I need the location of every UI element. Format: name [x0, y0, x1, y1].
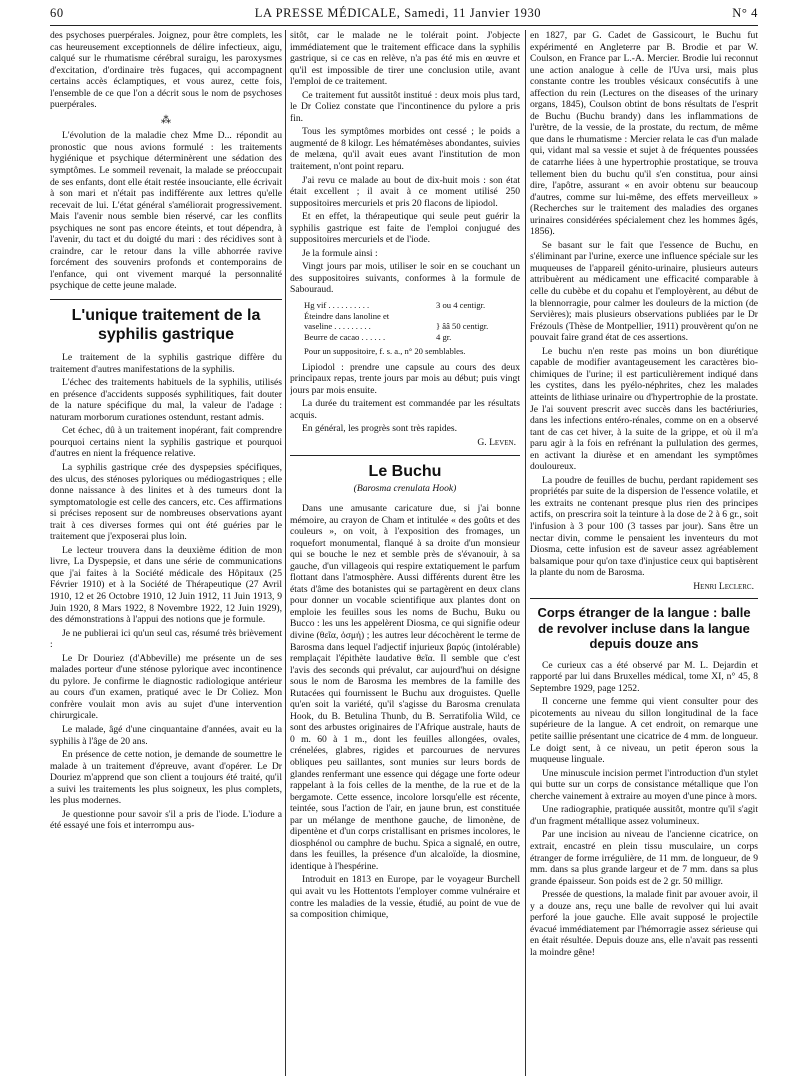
formula-ingredient: Hg vif . . . . . . . . . . [304, 300, 370, 311]
paragraph: Ce traitement fut aussitôt institué : deux mois plus tard, le Dr Coliez constate que l'incontinence du pylore a pris fin. [290, 89, 520, 124]
column-divider [285, 30, 286, 1076]
paragraph: En présence de cette notion, je demande de soumettre le malade à un traitement d'épreuve, avant d'opérer. Le Dr Douriez m'apprend que son client a toujours été traité, qu'il a suivi les traitements les plus soigneux, les plus complets, les plus modernes. [50, 749, 282, 807]
paragraph: L'échec des traitements habituels de la syphilis, utilisés en présence d'accidents supposés syphilitiques, fait douter de la nature spécifique du mal, la valeur de l'adage : naturam morborum curationes ostendunt, restant admis. [50, 377, 282, 423]
paragraph: Ce curieux cas a été observé par M. L. Dejardin et rapporté par lui dans Bruxelles médical, tome XI, n° 45, 8 Septembre 1929, page 1252. [530, 659, 758, 694]
paragraph: Introduit en 1813 en Europe, par le voyageur Burchell qui avait vu les Hottentots l'employer comme vulnéraire et contre les maladies de la vessie, étudié, au point de vue de sa composition chimique, [290, 874, 520, 921]
paragraph: Je questionne pour savoir s'il a pris de l'iode. L'iodure a été essayé une fois et interrompu aus- [50, 808, 282, 832]
formula-quantity: 3 ou 4 centigr. [436, 300, 486, 311]
paragraph: Je la formule ainsi : [302, 247, 378, 259]
formula-row [304, 300, 520, 311]
paragraph: Je ne publierai ici qu'un seul cas, résumé très brièvement : [50, 627, 282, 651]
column-divider [525, 30, 526, 1076]
author-signature: Henri Leclerc. [693, 580, 754, 592]
article-subtitle: (Barosma crenulata Hook) [353, 483, 457, 495]
paragraph: Il concerne une femme qui vient consulter pour des picotements au niveau du sillon longitudinal de la face supérieure de la langue. A cet endroit, on remarque une petite saillie présentant une cicatrice de 4 mm. de longueur. Le doigt sent, à ce niveau, un petit éperon sous la muqueuse linguale. [530, 696, 758, 766]
paragraph: sitôt, car le malade ne le tolérait point. J'objecte immédiatement que le traitement efficace dans la syphilis gastrique, si ce cas en relève, n'a pas été mis en œuvre et qu'il est impossible de tirer une conclusion utile, avant l'emploi de ce traitement. [290, 30, 520, 88]
section-rule [290, 455, 520, 456]
paragraph: Par une incision au niveau de l'ancienne cicatrice, on extrait, encastré en plein tissu musculaire, un corps étranger de forme irrégulière, de 11 mm. de longueur, de 9 mm. dans sa plus grande largeur et de 7 mm. dans sa plus grande épaisseur. Son poids est de 2 gr. 50 milligr. [530, 829, 758, 887]
formula-quantity: } ââ 50 centigr. [436, 321, 489, 332]
header-rule [50, 25, 758, 26]
article-title-syphilis: L'unique traitement de la syphilis gastrique [71, 307, 261, 344]
paragraph: Tous les symptômes morbides ont cessé ; le poids a augmenté de 8 kilogr. Les hématémèses abondantes, suivies de melæna, qu'il avait eues avant l'institution de mon traitement, n'ont point reparu. [290, 126, 520, 173]
paragraph: En général, les progrès sont très rapides. [302, 423, 458, 435]
asterism: ⁂ [161, 114, 171, 126]
paragraph: La durée du traitement est commandée par les résultats acquis. [290, 398, 520, 421]
paragraph: Le Dr Douriez (d'Abbeville) me présente un de ses malades porteur d'une sténose pylorique avec incontinence du pylore. Je confirme le diagnostic radiologique antérieur au cours d'un examen, pratiqué avec le Dr Coliez. Mon confrère voulait mon avis au sujet d'une intervention chirurgicale. [50, 652, 282, 722]
formula-row [304, 311, 520, 322]
formula-row [304, 321, 520, 332]
running-title: LA PRESSE MÉDICALE, Samedi, 11 Janvier 1930 [254, 6, 542, 20]
article-title-corps-etranger: Corps étranger de la langue : balle de revolver incluse dans la langue depuis douze ans [537, 605, 751, 652]
formula-quantity: 4 gr. [436, 331, 452, 342]
paragraph: Vingt jours par mois, utiliser le soir en se couchant un des suppositoires suivants, conformes à la formule de Sabouraud. [290, 261, 520, 296]
paragraph: Et en effet, la thérapeutique qui seule peut guérir la syphilis gastrique est faite de l'emploi conjugué des suppositoires mercuriels et de l'iode. [290, 211, 520, 246]
paragraph: Pressée de questions, la malade finit par avouer avoir, il y a douze ans, reçu une balle de revolver qui lui avait perforé la joue gauche. Elle avait supposé le projectile évacué immédiatement par l'hémorragie assez sérieuse qui en était résultée. Depuis douze ans, elle n'avait pas ressenti la moindre gêne! [530, 889, 758, 958]
paragraph: en 1827, par G. Cadet de Gassicourt, le Buchu fut expérimenté en Angleterre par B. Brodie et par W. Coulson, en France par L.-A. Mercier. Brodie lui reconnut une action analogue à celle de l'Uva ursi, mais plus constante contre les troubles vésicaux consécutifs à une affection du rein (Lectures on the diseases of the urinary organs, 1845), Coulson obtint de bons résultats de l'esprit de Buchu (Buchu brandy) dans les inflammations de l'urètre, de la vessie, de la prostate, du rectum, de même que dans le rhumatisme : Mercier relata le cas d'un malade qui, vidant mal sa vessie et sujet à de fréquentes poussées de catarrhe liées à une hypertrophie prostatique, se trouva tellement bien du buchu qu'il s'en constitua, pour ainsi dire, l'apôtre, assurant « en avoir obtenu sur beaucoup d'autres, comme sur lui-même, des effets merveilleux » (Recherches sur le traitement des maladies des organes urinaires considérées spécialement chez les hommes âgés, 1856). [530, 30, 758, 238]
section-rule [50, 299, 282, 300]
formula-quantity [436, 311, 520, 322]
paragraph: La syphilis gastrique crée des dyspepsies spécifiques, des ulcus, des sténoses pyloriques ou médiogastriques ; elle donne naissance à des linites et à des tumeurs dont la symptomatologie est celle des cancers, etc. Ces affirmations si précises reposent sur de nombreuses observations ayant trait à ces diverses formes qui ont été guéries par le traitement que j'exposerai plus loin. [50, 461, 282, 543]
formula-ingredient: Beurre de cacao . . . . . . [304, 331, 386, 342]
column-2 [290, 30, 520, 1076]
page-number: 60 [50, 6, 64, 20]
paragraph: Le buchu n'en reste pas moins un bon diurétique capable de modifier avantageusement les caractères bio-chimiques de l'urine; il est particulièrement indiqué dans les cystites, dans les pyélo-néphrites, chez les malades atteints de lithiase urinaire ou d'hypertrophie de la prostate. Je l'ai souvent prescrit avec succès dans les bactériuries, dans les infections entéro-rénales, comme on en a observé tant de cas cet hiver, à la suite de la grippe, et où il m'a paru agir à la fois en refrénant la pullulation des germes, en activant la diurèse et en amendant les symptômes douloureux. [530, 345, 758, 473]
formula-ingredient: Éteindre dans lanoline et [304, 310, 390, 321]
running-header [50, 6, 758, 26]
paragraph: des psychoses puerpérales. Joignez, pour être complets, les cas heureusement exceptionnels de délire infectieux, aigu, calqué sur le rhumatisme cérébral suraigu, les paroxysmes d'excitation, d'ordinaire très fugaces, qui accompagnent certains accès éclamptiques, et vous aurez, cette fois, l'ensemble de ce que l'on a décrit sous le nom de psychoses puerpérales. [50, 30, 282, 111]
author-signature: G. Leven. [477, 436, 516, 448]
column-3 [530, 30, 758, 1076]
formula-row [304, 332, 520, 343]
paragraph: Le malade, âgé d'une cinquantaine d'années, avait eu la syphilis à l'âge de 20 ans. [50, 723, 282, 747]
formula-note: Pour un suppositoire, f. s. a., n° 20 semblables. [304, 346, 466, 357]
paragraph: L'évolution de la maladie chez Mme D... répondit au pronostic que nous avions formulé : les traitements hygiénique et psychique déterminèrent une sédation des symptômes. Le sommeil revenait, la malade se préoccupait de ses enfants, dont elle était restée insouciante, elle écrivait à son mari et n'était pas indifférente aux lettres qu'elle recevait de lui. L'état général s'améliorait progressivement. Mais l'avenir nous semble bien réservé, car les conflits psychiques ne sont pas encore éteints, et tout dépendra, à l'avenir, du tact et du doigté du mari : des récidives sont à craindre, car le retour dans la ville abhorrée ravive forcément des souvenirs profonds et contemporains de l'enfance, qui ont vivement marqué la personnalité psychique de cette jeune malade. [50, 130, 282, 292]
article-title-buchu: Le Buchu [368, 463, 442, 481]
paragraph: Une minuscule incision permet l'introduction d'un stylet qui butte sur un corps de consistance métallique que l'on cherche vainement à extraire au moyen d'une pince à mors. [530, 767, 758, 802]
paragraph: Lipiodol : prendre une capsule au cours des deux principaux repas, trente jours par mois au début; puis vingt jours par mois ensuite. [290, 361, 520, 396]
formula-ingredient: vaseline . . . . . . . . . [304, 321, 371, 332]
paragraph: Le traitement de la syphilis gastrique diffère du traitement d'autres manifestations de la syphilis. [50, 352, 282, 375]
column-1 [50, 30, 282, 1076]
paragraph: J'ai revu ce malade au bout de dix-huit mois : son état était excellent ; il avait à ce moment utilisé 250 suppositoires mercuriels et pris 20 flacons de lipiodol. [290, 174, 520, 209]
prescription-formula [304, 300, 520, 342]
paragraph: Le lecteur trouvera dans la deuxième édition de mon livre, La Dyspepsie, et dans une série de communications que j'ai faites à la Société médicale des Hôpitaux (25 Février 1910) et à la Société de Thérapeutique (27 Avril 1910, 12 et 26 Octobre 1910, 12 Juin 1912, 11 Juin 1913, 9 Juin 1920, 8 Mars 1922, 8 Novembre 1922, 12 Juin 1929), des démonstrations à l'appui des notions que je formule. [50, 544, 282, 626]
issue-number: N° 4 [732, 6, 758, 20]
paragraph: Une radiographie, pratiquée aussitôt, montre qu'il s'agit d'un fragment métallique assez volumineux. [530, 804, 758, 827]
paragraph: La poudre de feuilles de buchu, perdant rapidement ses propriétés par suite de la dispersion de l'essence volatile, et les extraits ne contenant presque plus rien des principes actifs, on prescrira soit la teinture à la dose de 2 à 6 gr., soit l'infusion à 3 pour 100 (3 tasses par jour). Sans être un nectar divin, comme le pensaient les inventeurs du mot Diosma, cette infusion est de saveur assez agréablement balsamique pour qu'on taxe d'injustice ceux qui baptisèrent la plante du nom de Barosma. [530, 474, 758, 579]
paragraph: Cet échec, dû à un traitement inopérant, fait comprendre pourquoi certains nient la syphilis gastrique et pourquoi d'autres en nient la fréquence relative. [50, 425, 282, 460]
paragraph: Se basant sur le fait que l'essence de Buchu, en s'éliminant par l'urine, exerce une influence spéciale sur les muqueuses de l'appareil génito-urinaire, plusieurs auteurs attribuèrent au médicament une efficacité comparable à celle du cubèbe et du copahu et l'employèrent, au début de la blennorragie, pour calmer les douleurs de la miction (de Servières); mais plusieurs observations publiées par le Dr Frézouls (Thèse de Montpellier, 1911) prouvèrent qu'on ne pouvait faire grand état de ces assertions. [530, 239, 758, 344]
paragraph: Dans une amusante caricature due, si j'ai bonne mémoire, au crayon de Cham et intitulée « des goûts et des couleurs », on voit, à l'exposition des fromages, un roquefort monumental, flanqué à sa droite d'un monsieur qui se bouche le nez et semble près de s'évanouir, à sa gauche, d'un villageois qui respire extatiquement le parfum flottant dans l'atmosphère. Aussi différents durent être les états d'âme des botanistes qui se partagèrent en deux clans pour donner un vocable scientifique aux plantes dont on emploie les feuilles sous les noms de Buchu, Buku ou Bucco : les uns les appelèrent Diosma, ce qui signifie odeur divine (θεῖα, ὀσμή) ; les autres leur décochèrent le terme de Barosma dans lequel l'adjectif injurieux βαρύς (intolérable) remplaçait l'épithète laudative θεῖα. Il semble que c'est l'avis des seconds qui prévalut, car aujourd'hui on désigne sous le nom de Barosma les membres de la famille des Rutacées qui fournissent le Buchu aux droguistes. Quelle qu'en soit la variété, qu'il s'agisse du Barosma crenulata Hook, du B. Betulina Thunb, du B. Serratifolia Wild, ce sont des arbustes originaires de l'Afrique australe, hauts de 0 m. 60 à 1 m., dont les feuilles allongées, ovales, crénelées, glabres, rigides et parcourues de nervures obliques peu saillantes, sont munies sur leurs bords de glandes renfermant une essence qui dégage une forte odeur rappelant à la fois celles de la menthe, de la rue et de la bergamote. Cette essence, incolore lorsqu'elle est récente, teintée, sous l'action de l'air, en jaune brun, est constituée par un mélange de menthone gauche, de limonène, de dipentène et d'un corps cristallisant en prismes incolores, le diosphénol ou camphre de buchu. Spica a signalé, en outre, dans les feuilles, la présence d'un alcaloïde, la diosmine, identique à l'hespérine. [290, 502, 520, 872]
section-rule [530, 598, 758, 599]
